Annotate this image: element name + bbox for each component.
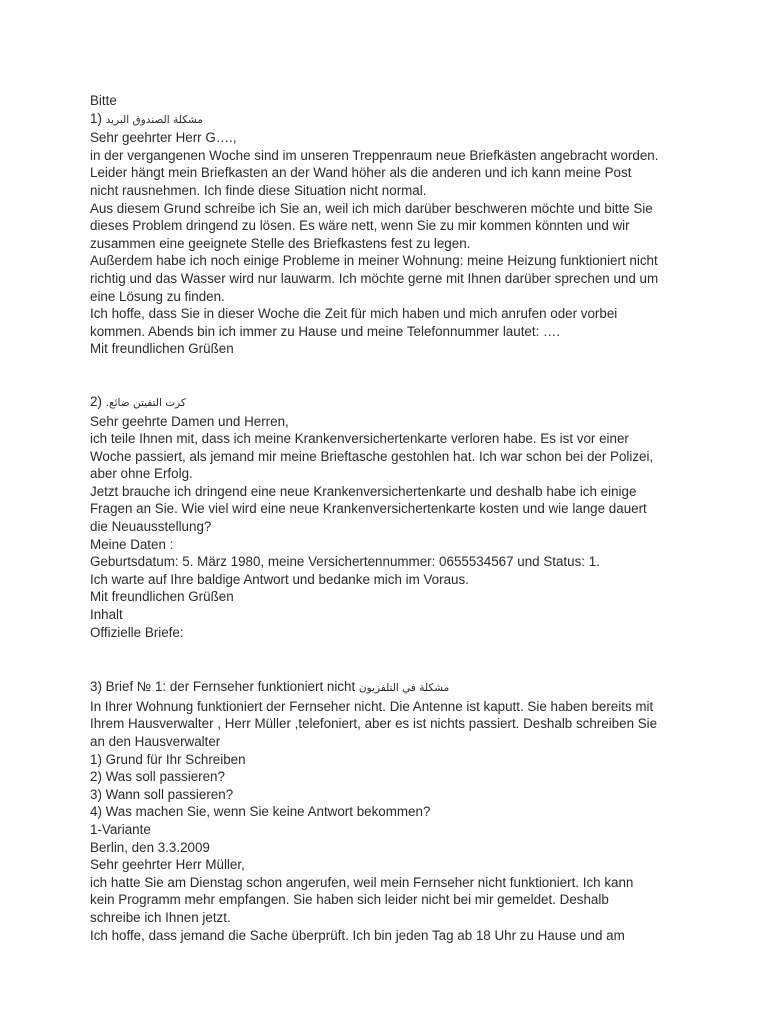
letter2-heading-number: 2) <box>90 393 102 409</box>
section-spacer <box>90 358 690 393</box>
letter1-line: kommen. Abends bin ich immer zu Hause und meine Telefonnummer lautet: …. <box>90 323 561 339</box>
letter3-line: 4) Was machen Sie, wenn Sie keine Antwort bekommen? <box>90 804 431 820</box>
letter3-line: Berlin, den 3.3.2009 <box>90 839 210 855</box>
letter2-line: Meine Daten : <box>90 536 174 552</box>
letter3-heading-text: 3) Brief № 1: der Fernseher funktioniert nicht <box>90 679 356 695</box>
letter2-line: Geburtsdatum: 5. März 1980, meine Versichertennummer: 0655534567 und Status: 1. <box>90 554 600 570</box>
letter1-heading <box>90 110 690 130</box>
letter1-line: eine Lösung zu finden. <box>90 288 225 304</box>
letter3-line: Ich hoffe, dass jemand die Sache überprüft. Ich bin jeden Tag ab 18 Uhr zu Hause und am <box>90 927 625 943</box>
letter2-line: die Neuausstellung? <box>90 519 212 535</box>
letter1-heading-number: 1) <box>90 110 102 126</box>
letter2-line: Ich warte auf Ihre baldige Antwort und bedanke mich im Voraus. <box>90 571 469 587</box>
letter3-line: Ihrem Hausverwalter , Herr Müller ,telefoniert, aber es ist nichts passiert. Deshalb schreiben Sie <box>90 716 658 732</box>
letter3-line: In Ihrer Wohnung funktioniert der Fernseher nicht. Die Antenne ist kaputt. Sie haben bereits mit <box>90 698 654 714</box>
letter3-line: 1-Variante <box>90 821 151 837</box>
letter1-line: Leider hängt mein Briefkasten an der Wand höher als die anderen und ich kann meine Post <box>90 165 632 181</box>
document-page <box>90 92 690 944</box>
letter3-line: 2) Was soll passieren? <box>90 769 225 785</box>
letter2-heading <box>90 393 690 413</box>
letter1-heading-arabic: مشكلة الصندوق البريد <box>105 113 203 126</box>
letter2-line: Jetzt brauche ich dringend eine neue Krankenversichertenkarte und deshalb habe ich einige <box>90 483 637 499</box>
letter1-line: Sehr geehrter Herr G…., <box>90 130 237 146</box>
letter1-line: nicht rausnehmen. Ich finde diese Situation nicht normal. <box>90 182 427 198</box>
letter2-line: Fragen an Sie. Wie viel wird eine neue Krankenversichertenkarte kosten und wie lange dauert <box>90 501 647 517</box>
letter2-line: aber ohne Erfolg. <box>90 466 193 482</box>
letter2-line: Mit freundlichen Grüßen <box>90 589 234 605</box>
letter1-line: Mit freundlichen Grüßen <box>90 341 234 357</box>
letter3-line: Sehr geehrter Herr Müller, <box>90 857 245 873</box>
letter3-line: 3) Wann soll passieren? <box>90 786 234 802</box>
letter3-line: 1) Grund für Ihr Schreiben <box>90 751 246 767</box>
letter3-heading-arabic: مشكلة في التلفزيون <box>358 682 450 695</box>
letter1-line: zusammen eine geeignete Stelle des Briefkastens fest zu legen. <box>90 235 471 251</box>
letter3-line: ich hatte Sie am Dienstag schon angerufen, weil mein Fernseher nicht funktioniert. Ich kann <box>90 874 634 890</box>
letter1-line: in der vergangenen Woche sind im unseren Treppenraum neue Briefkästen angebracht worden. <box>90 147 659 163</box>
letter2-line: ich teile Ihnen mit, dass ich meine Krankenversichertenkarte verloren habe. Es ist vor einer <box>90 431 629 447</box>
letter1-line: Aus diesem Grund schreibe ich Sie an, weil ich mich darüber beschweren möchte und bitte Sie <box>90 200 653 216</box>
letter3-line: an den Hausverwalter <box>90 734 221 749</box>
letter1-line: Außerdem habe ich noch einige Probleme in meiner Wohnung: meine Heizung funktioniert nicht <box>90 253 658 269</box>
document-header: Bitte <box>90 93 117 108</box>
letter2-heading-arabic: كرت التفيتن ضائع. <box>105 396 186 409</box>
letter2-line: Inhalt <box>90 607 123 623</box>
letter1-line: Ich hoffe, dass Sie in dieser Woche die Zeit für mich haben und mich anrufen oder vorbei <box>90 306 618 322</box>
letter2-line: Woche passiert, als jemand mir meine Brieftasche gestohlen hat. Ich war schon bei der Polizei, <box>90 448 654 464</box>
letter3-heading <box>90 678 690 698</box>
letter1-line: dieses Problem dringend zu lösen. Es wäre nett, wenn Sie zu mir kommen könnten und wir <box>90 218 630 234</box>
letter2-line: Sehr geehrte Damen und Herren, <box>90 413 289 429</box>
letter2-line: Offizielle Briefe: <box>90 624 184 640</box>
letter3-line: schreibe ich Ihnen jetzt. <box>90 909 231 925</box>
letter3-line: kein Programm mehr empfangen. Sie haben sich leider nicht bei mir gemeldet. Deshalb <box>90 892 609 908</box>
section-spacer <box>90 641 690 678</box>
letter1-line: richtig und das Wasser wird nur lauwarm. Ich möchte gerne mit Ihnen darüber sprechen und um <box>90 270 659 286</box>
